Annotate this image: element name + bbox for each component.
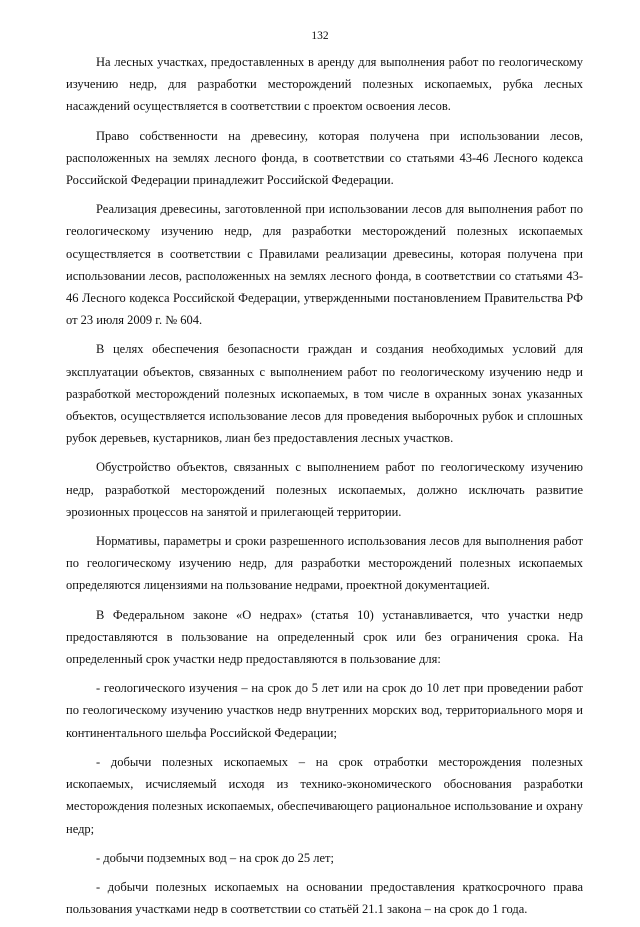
document-body (66, 51, 583, 927)
page-number: 132 (311, 30, 329, 42)
paragraph-use-norms: Нормативы, параметры и сроки разрешенного использования лесов для выполнения работ по геологическому изучению недр, для разработки месторождений полезных ископаемых определяются лицензиями на пользование недрами, проектной документацией. (66, 534, 583, 593)
paragraph-forest-lease-felling: На лесных участках, предоставленных в аренду для выполнения работ по геологическому изучению недр, для разработки месторождений полезных ископаемых, рубка лесных насаждений осуществляется в соответствии с проектом освоения лесов. (66, 55, 583, 114)
paragraph-subsoil-law: В Федеральном законе «О недрах» (статья 10) устанавливается, что участки недр предоставляются в пользование на определенный срок или без ограничения срока. На определенный срок участки недр предоставляются в пользование для: (66, 607, 583, 667)
paragraph-timber-sale: Реализация древесины, заготовленной при использовании лесов для выполнения работ по геологическому изучению недр, для разработки месторождений полезных ископаемых осуществляется в соответствии с Правилами реализации древесины, которая получена при использовании лесов, расположенных на землях лесного фонда, в соответствии со статьями 43-46 Лесного кодекса Российской Федерации, утвержденными постановлением Правительства РФ от 23 июля 2009 г. № 604. (66, 202, 583, 328)
paragraph-safety-felling: В целях обеспечения безопасности граждан и создания необходимых условий для эксплуатации объектов, связанных с выполнением работ по геологическому изучению недр и разработкой месторождений полезных ископаемых, в том числе в охранных зонах указанных объектов, осуществляется использование лесов для проведения выборочных рубок и сплошных рубок деревьев, кустарников, лиан без предоставления лесных участков. (66, 342, 583, 446)
list-item-short-term-right: - добычи полезных ископаемых на основании предоставления краткосрочного права пользования участками недр в соответствии со статьёй 21.1 закона – на срок до 1 года. (66, 879, 583, 917)
paragraph-erosion-prevention: Обустройство объектов, связанных с выполнением работ по геологическому изучению недр, разработкой месторождений полезных ископаемых, должно исключать развитие эрозионных процессов на занятой и прилегающей территории. (66, 460, 583, 519)
list-item-geological-study: - геологического изучения – на срок до 5 лет или на срок до 10 лет при проведении работ по геологическому изучению участков недр внутренних морских вод, территориального моря и континентального шельфа Российской Федерации; (66, 681, 583, 740)
list-item-groundwater: - добычи подземных вод – на срок до 25 лет; (96, 850, 334, 865)
list-item-mineral-extraction: - добычи полезных ископаемых – на срок отработки месторождения полезных ископаемых, исчисляемый исходя из технико-экономического обоснования разработки месторождения полезных ископаемых, обеспечивающего рациональное использование и охрану недр; (66, 754, 583, 836)
paragraph-timber-ownership: Право собственности на древесину, которая получена при использовании лесов, расположенных на землях лесного фонда, в соответствии со статьями 43-46 Лесного кодекса Российской Федерации принадлежит Российской Федерации. (66, 128, 583, 188)
